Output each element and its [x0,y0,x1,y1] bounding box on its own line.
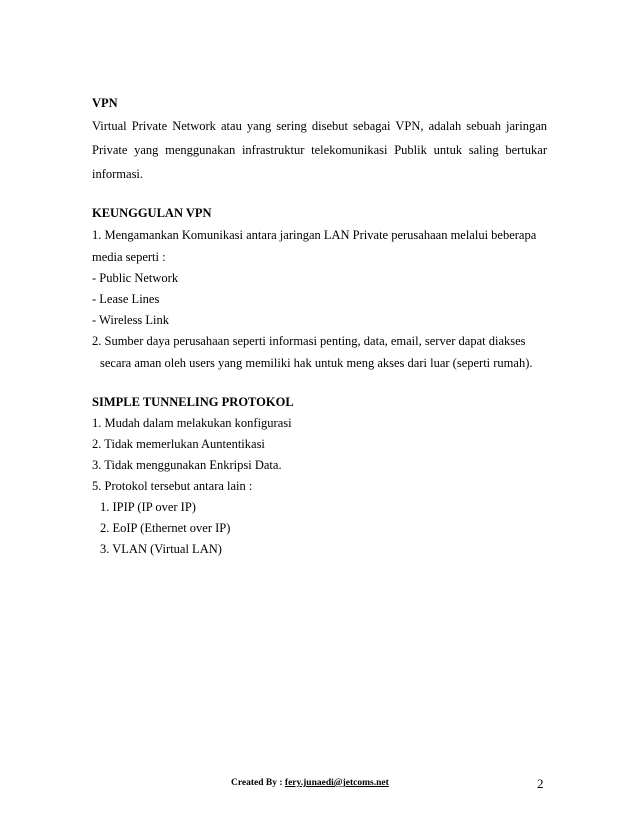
media-item: - Wireless Link [92,313,170,327]
protocol-item: 3. VLAN (Virtual LAN) [100,542,222,556]
section-title-tunneling: SIMPLE TUNNELING PROTOKOL [92,395,294,409]
footer-email-link[interactable]: fery.junaedi@jetcoms.net [284,778,389,788]
tunneling-item: 3. Tidak menggunakan Enkripsi Data. [92,458,282,472]
advantage-item-1-line-2: media seperti : [92,250,166,264]
protocol-item: 1. IPIP (IP over IP) [100,500,196,514]
footer-credit [231,778,389,788]
page-content [92,93,547,560]
section-title-vpn: VPN [92,96,118,110]
protocol-item: 2. EoIP (Ethernet over IP) [100,521,231,535]
media-item: - Public Network [92,271,179,285]
advantage-item-2-line-2: secara aman oleh users yang memiliki hak untuk meng akses dari luar (seperti rumah). [100,356,533,370]
footer-credit-prefix: Created By : [231,778,285,788]
tunneling-item: 2. Tidak memerlukan Auntentikasi [92,437,265,451]
tunneling-item: 1. Mudah dalam melakukan konfigurasi [92,416,292,430]
advantage-item-1-line-1: 1. Mengamankan Komunikasi antara jaringan LAN Private perusahaan melalui beberapa [92,228,537,242]
spacer [92,375,547,392]
advantage-item-2-line-1: 2. Sumber daya perusahaan seperti informasi penting, data, email, server dapat diakses [92,334,526,348]
section-title-advantages: KEUNGGULAN VPN [92,206,212,220]
page-footer [0,776,638,796]
tunneling-item: 5. Protokol tersebut antara lain : [92,479,253,493]
spacer [92,186,547,203]
media-item: - Lease Lines [92,292,160,306]
vpn-description: Virtual Private Network atau yang sering disebut sebagai VPN, adalah sebuah jaringan Private yang menggunakan infrastruktur telekomunikasi Publik untuk saling bertukar informasi. [92,119,547,181]
page-number: 2 [537,776,544,791]
